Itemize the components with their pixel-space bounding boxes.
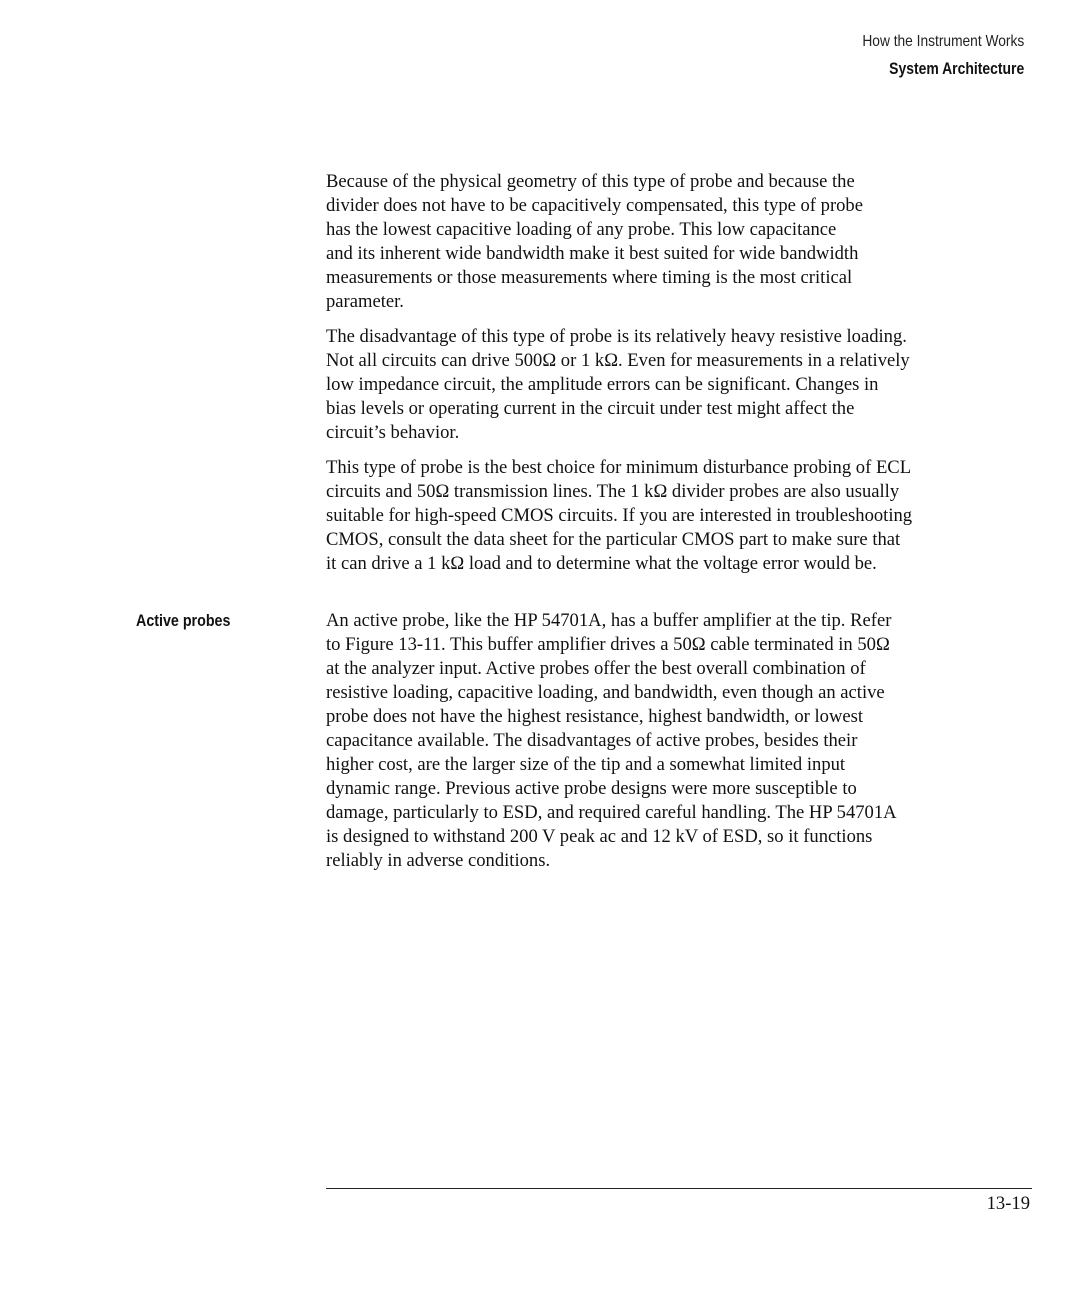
body-paragraph-4-container [326,609,1042,873]
paragraph-line: to Figure 13-11. This buffer amplifier drives a 50Ω cable terminated in 50Ω [326,634,890,655]
paragraph-line: higher cost, are the larger size of the tip and a somewhat limited input [326,754,846,775]
page-number: 13-19 [986,1193,1030,1214]
paragraph-line: circuit’s behavior. [326,422,460,443]
paragraph-line: CMOS, consult the data sheet for the particular CMOS part to make sure that [326,529,901,550]
body-paragraph-1-container [326,170,1042,314]
paragraph-line: bias levels or operating current in the circuit under test might affect the [326,398,855,419]
paragraph-line: resistive loading, capacitive loading, and bandwidth, even though an active [326,682,885,703]
paragraph-line: Because of the physical geometry of this type of probe and because the [326,171,855,192]
paragraph-line: low impedance circuit, the amplitude errors can be significant. Changes in [326,374,879,395]
footer-rule [326,1188,1032,1189]
paragraph-line: Not all circuits can drive 500Ω or 1 kΩ. Even for measurements in a relatively [326,350,910,371]
paragraph-line: This type of probe is the best choice for minimum disturbance probing of ECL [326,457,912,478]
paragraph-line: is designed to withstand 200 V peak ac and 12 kV of ESD, so it functions [326,826,873,847]
paragraph-line: suitable for high-speed CMOS circuits. If you are interested in troubleshooting [326,505,913,526]
header-chapter-title: How the Instrument Works [862,33,1024,50]
body-paragraph [326,325,1042,445]
paragraph-line: The disadvantage of this type of probe is its relatively heavy resistive loading. [326,326,907,347]
paragraph-line: parameter. [326,291,404,312]
body-paragraph-3-container [326,456,1042,576]
header-section-title: System Architecture [888,59,1024,78]
body-paragraph [326,456,1042,576]
paragraph-line: damage, particularly to ESD, and required careful handling. The HP 54701A [326,802,897,823]
paragraph-line: it can drive a 1 kΩ load and to determine what the voltage error would be. [326,553,877,574]
running-header [836,30,1024,84]
paragraph-line: at the analyzer input. Active probes offer the best overall combination of [326,658,866,679]
body-paragraph [326,170,1042,314]
side-heading-active-probes: Active probes [136,611,231,630]
paragraph-line: and its inherent wide bandwidth make it best suited for wide bandwidth [326,243,859,264]
paragraph-line: capacitance available. The disadvantages of active probes, besides their [326,730,858,751]
body-paragraph-2-container [326,325,1042,445]
paragraph-line: An active probe, like the HP 54701A, has a buffer amplifier at the tip. Refer [326,610,892,631]
paragraph-line: has the lowest capacitive loading of any probe. This low capacitance [326,219,837,240]
paragraph-line: measurements or those measurements where timing is the most critical [326,267,853,288]
paragraph-line: dynamic range. Previous active probe designs were more susceptible to [326,778,857,799]
paragraph-line: circuits and 50Ω transmission lines. The 1 kΩ divider probes are also usually [326,481,900,502]
body-paragraph [326,609,1042,873]
paragraph-line: reliably in adverse conditions. [326,850,551,871]
paragraph-line: divider does not have to be capacitively compensated, this type of probe [326,195,863,216]
paragraph-line: probe does not have the highest resistance, highest bandwidth, or lowest [326,706,864,727]
